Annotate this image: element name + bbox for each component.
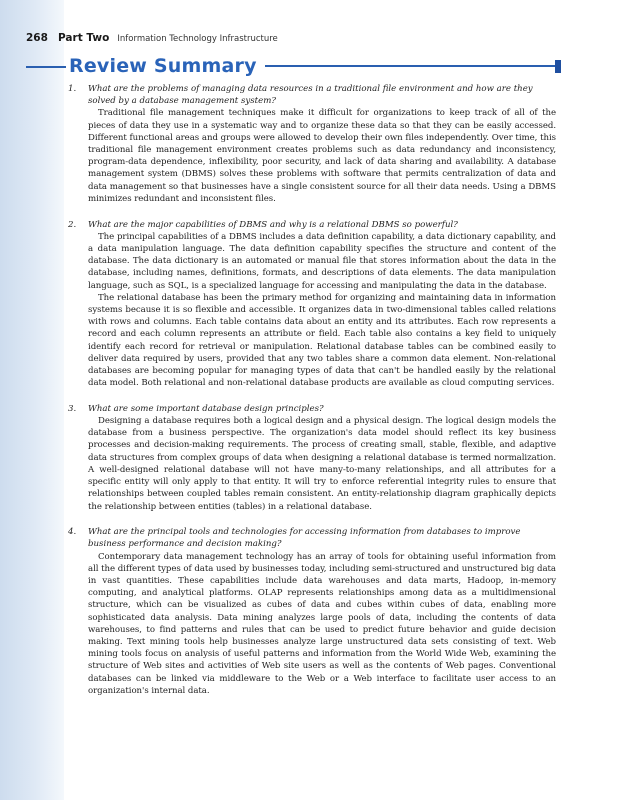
item-paragraph: Traditional file management techniques make it difficult for organizations to keep track of all of the pieces of data they use in a systematic way and to organize these data so that they can be easily accessed. Different functional areas and groups were allowed to develop their own files independently. Over time, this traditional file management environment creates problems such as data redundancy and inconsistency, program-data dependence, inflexibility, poor security, and lack of data sharing and availability. A database management system (DBMS) solves these problems with software that permits centralization of data and data management so that businesses have a single consistent source for all their data needs. Using a DBMS minimizes redundant and inconsistent files. <box>88 108 556 204</box>
page-number: 268 <box>26 32 48 44</box>
heading-rule-cap <box>555 60 561 73</box>
heading-rule-right <box>265 65 555 67</box>
left-margin-band <box>0 0 64 800</box>
item-question: What are the principal tools and technologies for accessing information from databases to improve business performance and decision making? <box>88 527 521 550</box>
review-list <box>68 83 556 711</box>
review-item-3 <box>68 403 556 513</box>
item-question: What are the major capabilities of DBMS and why is a relational DBMS so powerful? <box>88 219 458 230</box>
item-question: What are the problems of managing data resources in a traditional file environment and how are they solved by a database management system? <box>88 84 533 107</box>
item-number: 1. <box>68 84 77 94</box>
section-title: Review Summary <box>69 55 257 77</box>
running-head <box>26 26 278 44</box>
review-item-1 <box>68 83 556 205</box>
item-number: 2. <box>68 219 77 230</box>
heading-rule-left <box>26 66 66 68</box>
item-number: 3. <box>68 403 77 414</box>
part-title: Information Technology Infrastructure <box>117 34 278 44</box>
review-item-2 <box>68 219 556 390</box>
part-label: Part Two <box>58 32 110 44</box>
item-number: 4. <box>68 527 77 538</box>
review-item-4 <box>68 526 556 697</box>
item-paragraph: Contemporary data management technology has an array of tools for obtaining useful information from all the different types of data used by businesses today, including semi-structured and unstructured big data in vast quantities. These capabilities include data warehouses and data marts, Hadoop, in-memory computing, and analytical platforms. OLAP represents relationships among data as a multidimensional structure, which can be visualized as cubes of data and cubes within cubes of data, enabling more sophisticated data analysis. Data mining analyzes large pools of data, including the contents of data warehouses, to find patterns and rules that can be used to predict future behavior and guide decision making. Text mining tools help businesses analyze large unstructured data sets consisting of text. Web mining tools focus on analysis of useful patterns and information from the World Wide Web, examining the structure of Web sites and activities of Web site users as well as the contents of Web pages. Conventional databases can be linked via middleware to the Web or a Web interface to facilitate user access to an organization's internal data. <box>88 551 556 696</box>
item-paragraph: Designing a database requires both a logical design and a physical design. The logical design models the database from a business perspective. The organization's data model should reflect its key business processes and decision-making requirements. The process of creating small, stable, flexible, and adaptive data structures from complex groups of data when designing a relational database is termed normalization. A well-designed relational database will not have many-to-many relationships, and all attributes for a specific entity will only apply to that entity. It will try to enforce referential integrity rules to ensure that relationships between coupled tables remain consistent. An entity-relationship diagram graphically depicts the relationship between entities (tables) in a relational database. <box>88 416 556 512</box>
item-paragraph: The principal capabilities of a DBMS includes a data definition capability, a data dictionary capability, and a data manipulation language. The data definition capability specifies the structure and content of the database. The data dictionary is an automated or manual file that stores information about the data in the database, including names, definitions, formats, and descriptions of data elements. The data manipulation language, such as SQL, is a specialized language for accessing and manipulating the data in the database. <box>88 231 556 291</box>
section-heading <box>64 57 561 75</box>
item-question: What are some important database design principles? <box>88 403 324 414</box>
item-paragraph: The relational database has been the primary method for organizing and maintaining data in information systems because it is so flexible and accessible. It organizes data in two-dimensional tables called relations with rows and columns. Each table contains data about an entity and its attributes. Each row represents a record and each column represents an attribute or field. Each table also contains a key field to uniquely identify each record for retrieval or manipulation. Relational database tables can be combined easily to deliver data required by users, provided that any two tables share a common data element. Non-relational databases are becoming popular for managing types of data that can't be handled easily by the relational data model. Both relational and non-relational database products are available as cloud computing services. <box>88 292 556 389</box>
